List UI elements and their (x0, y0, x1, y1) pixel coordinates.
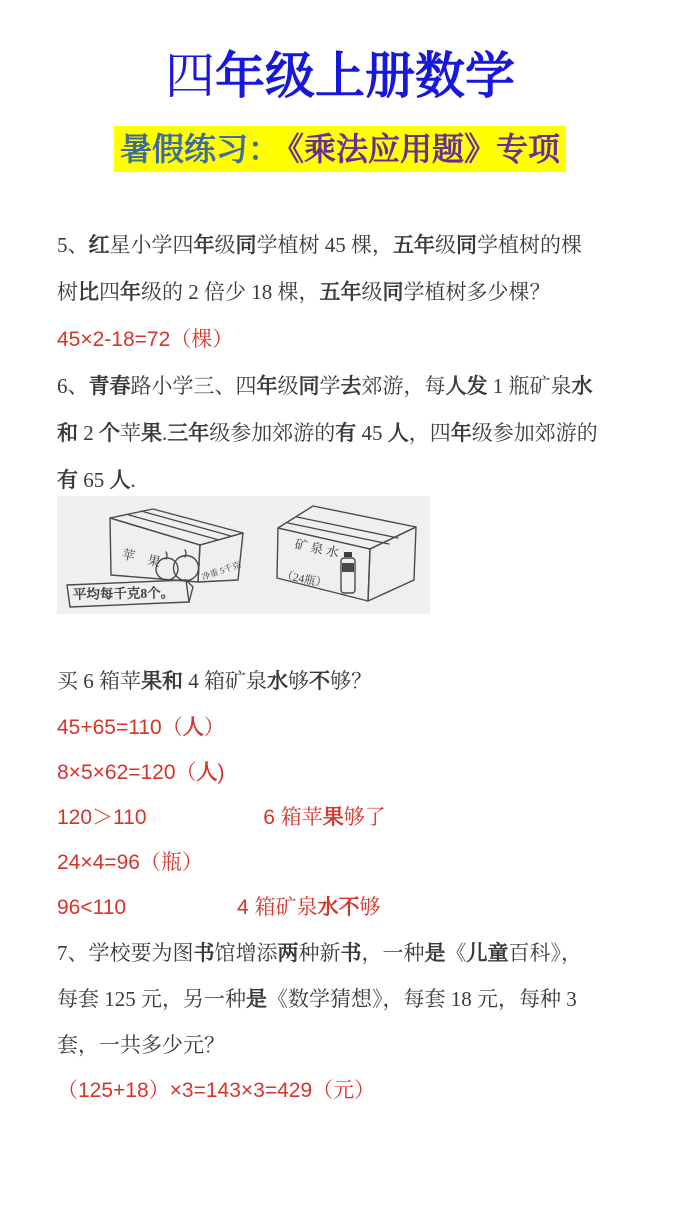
apple-box-side-label: 净重 5千克 (200, 559, 242, 582)
banner-row (0, 126, 680, 172)
problem6-answer-3: 120＞110 6 箱苹果够了 (57, 806, 386, 829)
worksheet-content (57, 222, 627, 1114)
apple-box-drawing (67, 509, 243, 607)
problem6-line1: 6、青春路小学三、四年级同学去郊游，每人发 1 瓶矿泉水 (57, 374, 593, 398)
problem5-line1: 5、红星小学四年级同学植树 45 棵，五年级同学植树的棵 (57, 233, 582, 257)
page-title: 四年级上册数学 (165, 48, 515, 104)
banner-label-prefix: 暑假练习： (119, 131, 280, 167)
apple-box-top-face (110, 509, 243, 545)
problem7-block (57, 930, 627, 1114)
problem7-line1: 7、学校要为图书馆增添两种新书，一种是《儿童百科》， (57, 941, 582, 965)
banner-label-topic: 《乘法应用题》专项 (287, 131, 561, 167)
problem5-line2: 树比四年级的 2 倍少 18 棵，五年级同学植树多少棵？ (57, 280, 551, 304)
subtitle-banner (114, 126, 566, 172)
apple-stem-2 (185, 550, 186, 557)
problem6-question: 买 6 箱苹果和 4 箱矿泉水够不够？ (57, 669, 372, 693)
problem6-line3: 有 65 人. (57, 468, 136, 492)
problem6-answer-1: 45+65=110（人） (57, 716, 225, 739)
water-box-sublabel: （24瓶） (280, 569, 328, 591)
bottle-cap (344, 552, 352, 557)
water-box-label: 矿泉水 (293, 536, 344, 561)
problem7-answer: （125+18）×3=143×3=429（元） (57, 1079, 376, 1102)
boxes-illustration (57, 496, 430, 614)
apple-box-seam-line2 (141, 511, 231, 536)
apple-box-label: 苹 果 (120, 546, 167, 571)
problem6-figure (57, 496, 430, 614)
problem6-line2: 和 2 个苹果.三年级参加郊游的有 45 人，四年级参加郊游的 (57, 421, 598, 445)
problem7-line2: 每套 125 元，另一种是《数学猜想》，每套 18 元，每种 3 (57, 987, 577, 1011)
water-box-side-face (368, 527, 416, 601)
problem7-line3: 套，一共多少元？ (57, 1033, 225, 1057)
problem5-answer: 45×2-18=72（棵） (57, 328, 234, 351)
problem6-answer-4: 24×4=96（瓶） (57, 851, 203, 874)
apple-sign-label: 平均每千克8个。 (72, 585, 175, 602)
bottle-label-band (342, 563, 354, 572)
water-box-drawing (277, 506, 416, 601)
problem6-answers (57, 705, 627, 930)
problem6-answer-2: 8×5×62=120（人) (57, 761, 225, 784)
apple-drawing-2 (174, 556, 199, 581)
problem6-answer-5: 96<110 4 箱矿泉水不够 (57, 896, 381, 919)
